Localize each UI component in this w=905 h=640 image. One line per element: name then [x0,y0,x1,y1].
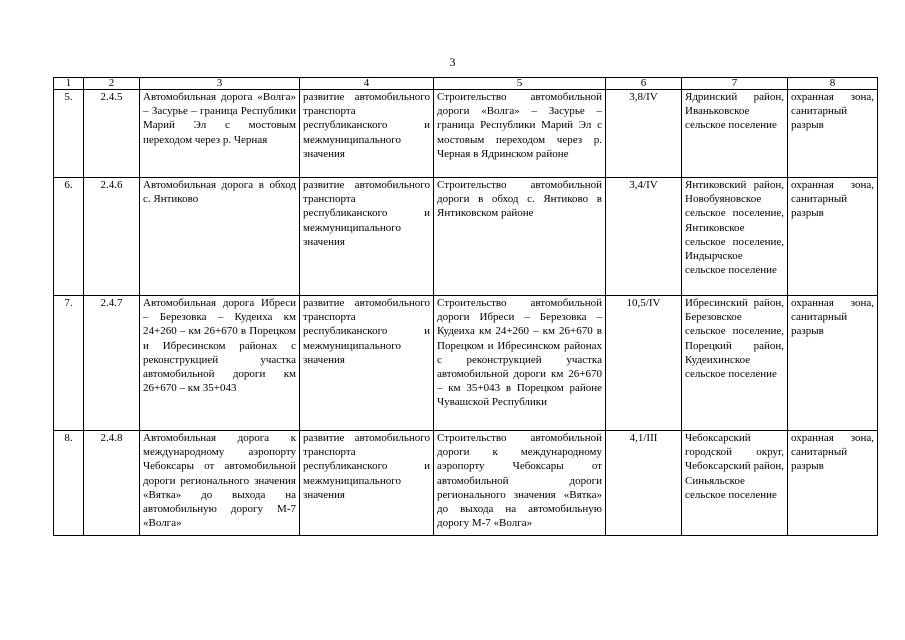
road-purpose: развитие автомобильного транспорта республиканского и межмуниципального значения [300,90,434,178]
row-number: 6. [54,178,84,296]
road-purpose: развитие автомобильного транспорта республиканского и межмуниципального значения [300,431,434,536]
road-action: Строительство автомобильной дороги в обход с. Янтиково в Янтиковском районе [434,178,606,296]
row-number: 8. [54,431,84,536]
row-code: 2.4.6 [84,178,140,296]
column-header: 3 [140,78,300,90]
table-row [54,90,878,178]
row-number: 7. [54,296,84,431]
road-name: Автомобильная дорога «Волга» – Засурье – граница Республики Марий Эл с мостовым переходом через р. Черная [140,90,300,178]
roads-table [53,77,878,536]
column-header: 7 [682,78,788,90]
column-number-row [54,78,878,90]
road-action: Строительство автомобильной дороги «Волга» – Засурье – граница Республики Марий Эл с мостовым переходом через р. Черная в Ядринском районе [434,90,606,178]
table-row [54,296,878,431]
column-header: 8 [788,78,878,90]
column-header: 1 [54,78,84,90]
page-number: 3 [449,55,456,69]
row-code: 2.4.7 [84,296,140,431]
length-category: 3,4/IV [606,178,682,296]
column-header: 6 [606,78,682,90]
table-row [54,178,878,296]
column-header: 2 [84,78,140,90]
length-category: 4,1/III [606,431,682,536]
road-zone: охранная зона, санитарный разрыв [788,431,878,536]
road-location: Янтиковский район, Новобуяновское сельское поселение, Янтиковское сельское поселение, Индырчское сельское поселение [682,178,788,296]
road-name: Автомобильная дорога к международному аэропорту Чебоксары от автомобильной дороги регионального значения «Вятка» до выхода на автомобильную дорогу М-7 «Волга» [140,431,300,536]
road-location: Ибресинский район, Березовское сельское поселение, Порецкий район, Кудеихинское сельское поселение [682,296,788,431]
road-name: Автомобильная дорога Ибреси – Березовка – Кудеиха км 24+260 – км 26+670 в Порецком и Ибресинском районах с реконструкцией участка автомобильной дороги км 26+670 – км 35+043 [140,296,300,431]
table-row [54,431,878,536]
length-category: 10,5/IV [606,296,682,431]
length-category: 3,8/IV [606,90,682,178]
road-location: Чебоксарский городской округ, Чебоксарский район, Синьяльское сельское поселение [682,431,788,536]
road-action: Строительство автомобильной дороги к международному аэропорту Чебоксары от автомобильной дороги регионального значения «Вятка» до выхода на автомобильную дорогу М-7 «Волга» [434,431,606,536]
row-code: 2.4.5 [84,90,140,178]
road-zone: охранная зона, санитарный разрыв [788,296,878,431]
column-header: 5 [434,78,606,90]
row-code: 2.4.8 [84,431,140,536]
row-number: 5. [54,90,84,178]
road-action: Строительство автомобильной дороги Ибреси – Березовка – Кудеиха км 24+260 – км 26+670 в Порецком и Ибресинском районах с реконструкцией участка автомобильной дороги км 26+670 – км 35+043 в Порецком районе Чувашской Республики [434,296,606,431]
road-purpose: развитие автомобильного транспорта республиканского и межмуниципального значения [300,178,434,296]
road-zone: охранная зона, санитарный разрыв [788,90,878,178]
column-header: 4 [300,78,434,90]
road-purpose: развитие автомобильного транспорта республиканского и межмуниципального значения [300,296,434,431]
road-zone: охранная зона, санитарный разрыв [788,178,878,296]
road-name: Автомобильная дорога в обход с. Янтиково [140,178,300,296]
road-location: Ядринский район, Иваньковское сельское поселение [682,90,788,178]
